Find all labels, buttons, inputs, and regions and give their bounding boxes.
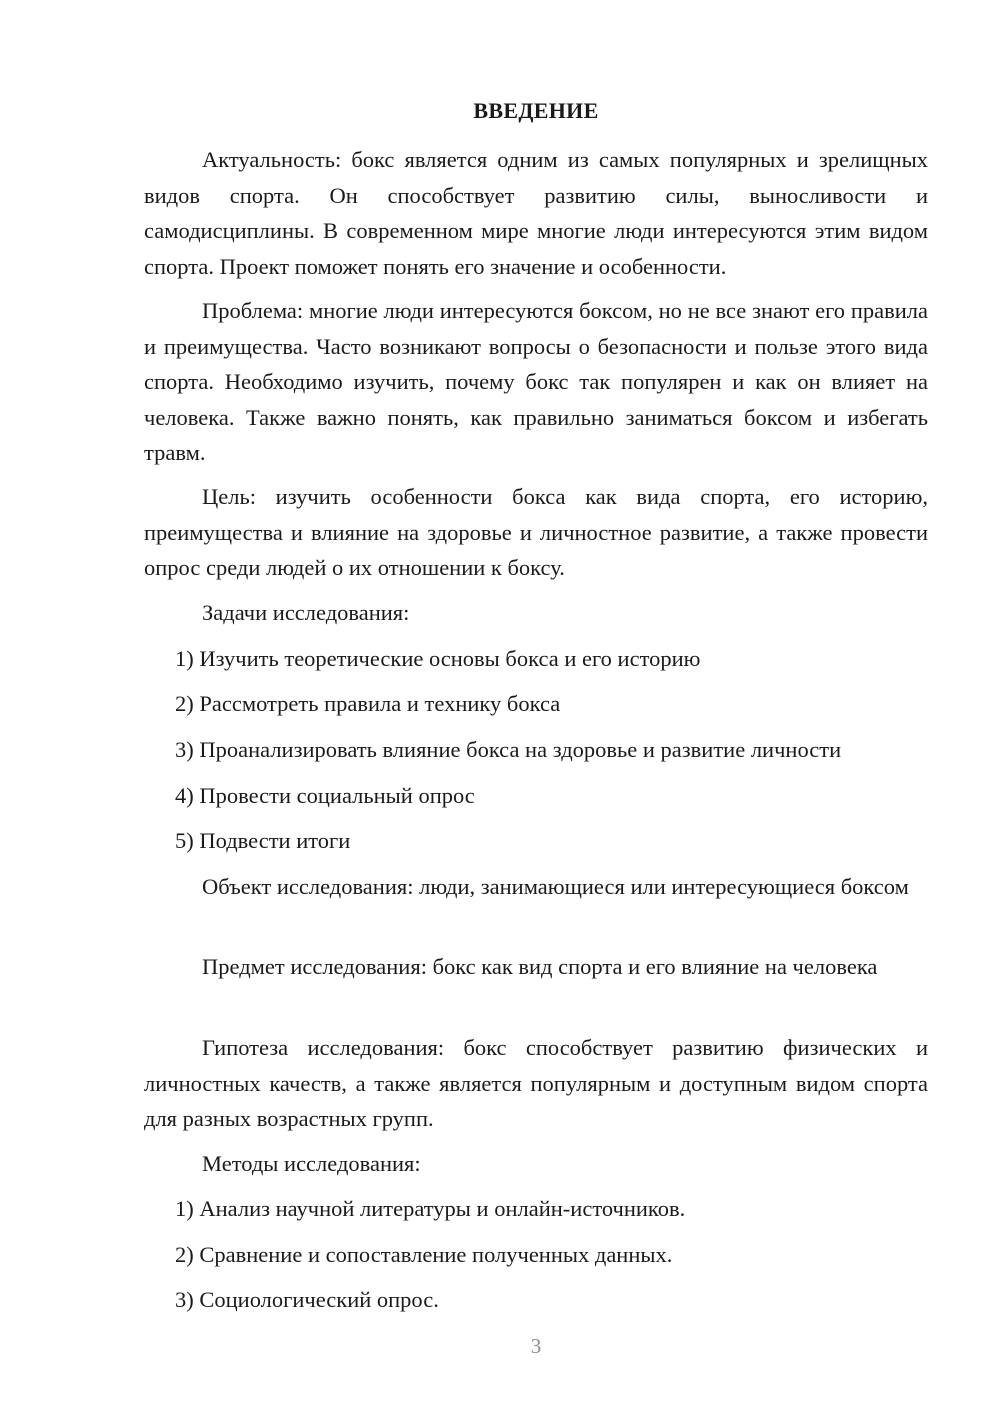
methods-heading: Методы исследования: xyxy=(202,1151,421,1176)
task-item-2: 2) Рассмотреть правила и технику бокса xyxy=(175,691,561,716)
document-page xyxy=(144,0,928,1414)
task-item-5: 5) Подвести итоги xyxy=(175,828,351,853)
method-item-1: 1) Анализ научной литературы и онлайн-источников. xyxy=(175,1196,686,1221)
goal-paragraph: Цель: изучить особенности бокса как вида спорта, его историю, преимущества и влияние на здоровье и личностное развитие, а также провести опрос среди людей о их отношении к боксу. xyxy=(144,484,928,580)
page-title: ВВЕДЕНИЕ xyxy=(473,98,599,123)
page-number: 3 xyxy=(530,1334,542,1358)
method-item-3: 3) Социологический опрос. xyxy=(175,1287,439,1312)
problem-paragraph: Проблема: многие люди интересуются боксом, но не все знают его правила и преимущества. Часто возникают вопросы о безопасности и пользе этого вида спорта. Необходимо изучить, почему бокс так популярен и как он влияет на человека. Также важно понять, как правильно заниматься боксом и избегать травм. xyxy=(144,298,928,465)
tasks-heading: Задачи исследования: xyxy=(202,600,410,625)
task-item-4: 4) Провести социальный опрос xyxy=(175,783,475,808)
object-paragraph: Объект исследования: люди, занимающиеся или интересующиеся боксом xyxy=(202,874,909,899)
hypothesis-paragraph: Гипотеза исследования: бокс способствует развитию физических и личностных качеств, а также является популярным и доступным видом спорта для разных возрастных групп. xyxy=(144,1035,928,1131)
method-item-2: 2) Сравнение и сопоставление полученных данных. xyxy=(175,1242,673,1267)
task-item-1: 1) Изучить теоретические основы бокса и его историю xyxy=(175,646,701,671)
relevance-paragraph: Актуальность: бокс является одним из самых популярных и зрелищных видов спорта. Он способствует развитию силы, выносливости и самодисциплины. В современном мире многие люди интересуются этим видом спорта. Проект поможет понять его значение и особенности. xyxy=(144,147,928,279)
subject-paragraph: Предмет исследования: бокс как вид спорта и его влияние на человека xyxy=(202,954,878,979)
task-item-3: 3) Проанализировать влияние бокса на здоровье и развитие личности xyxy=(175,737,842,762)
